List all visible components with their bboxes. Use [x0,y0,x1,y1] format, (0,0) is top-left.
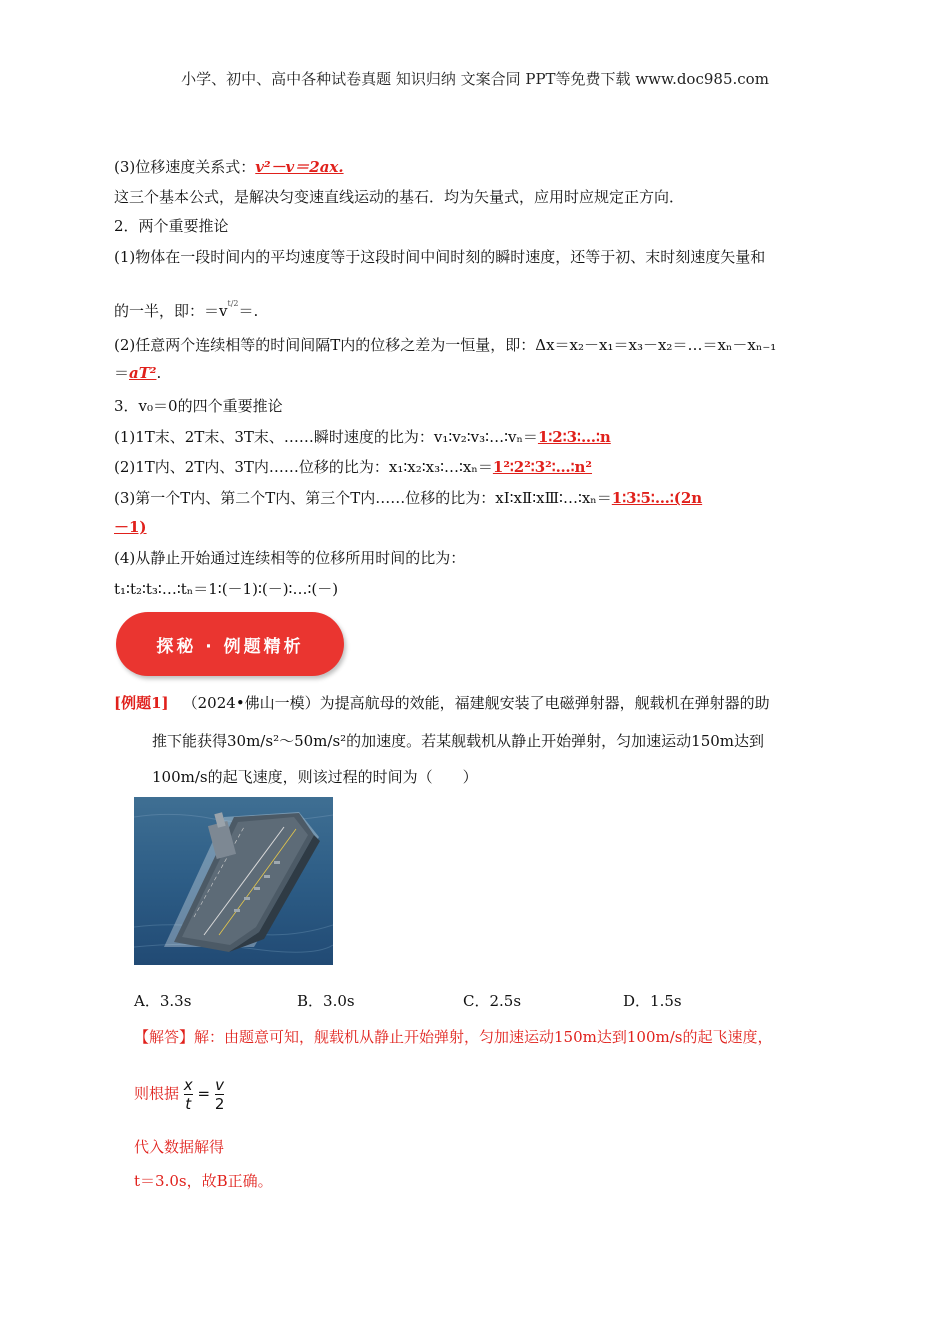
ratio-1-answer: 1∶2∶3∶…∶n [537,428,611,446]
ratio-2-answer: 1²∶2²∶3²∶…∶n² [492,458,593,476]
inference-2-line: (2)任意两个连续相等的时间间隔T内的位移之差为一恒量，即：Δx＝x₂－x₁＝x₃－x₂＝…＝xₙ－xₙ₋₁ [114,336,777,354]
example-text-1: （2024•佛山一模）为提高航母的效能，福建舰安装了电磁弹射器，舰载机在弹射器的助 [182,694,770,712]
solution-formula-line [134,1076,224,1113]
inference-1-cont: 的一半，即：$=v^{t/2}=$. [114,299,259,320]
ratio-1-text: (1)1T末、2T末、3T末、……瞬时速度的比为：v₁∶v₂∶v₃∶…∶vₙ＝ [114,428,538,446]
fraction-denominator: 2 [214,1095,225,1113]
inference-2-answer: aT² [129,364,157,382]
option-d: D．1.5s [623,992,682,1010]
section-2-heading: 2．两个重要推论 [114,217,229,235]
period: . [156,364,162,382]
inference-2-answer-line [114,362,161,383]
formula-line-3 [114,156,344,177]
option-b: B．3.0s [297,992,355,1010]
inference-1-b: ＝. [238,302,259,320]
ratio-4-line: (4)从静止开始通过连续相等的位移所用时间的比为： [114,549,466,567]
example-banner: 探秘 · 例题精析 [116,612,344,676]
example-line-3: 100m/s的起飞速度，则该过程的时间为（ ） [152,768,478,786]
fraction-numerator: x [183,1076,193,1094]
example-line-1 [114,692,770,713]
ratio-1-line [114,426,611,447]
ratio-3-text: (3)第一个T内、第二个T内、第三个T内……位移的比为：xⅠ∶xⅡ∶xⅢ∶…∶xₙ＝ [114,489,612,507]
fraction-v-over-2 [215,1076,225,1113]
page-header: 小学、初中、高中各种试卷真题 知识归纳 文案合同 PPT等免费下载 www.doc985.com [181,70,769,88]
inference-1-a: 的一半，即：＝v [114,302,228,320]
ratio-4-formula: t₁∶t₂∶t₃∶…∶tₙ＝1∶(－1)∶(－)∶…∶(－) [114,580,339,598]
ratio-2-line [114,456,592,477]
option-a: A．3.3s [134,992,192,1010]
inference-1-line: (1)物体在一段时间内的平均速度等于这段时间中间时刻的瞬时速度，还等于初、末时刻速度矢量和 [114,248,766,266]
solution-prefix: 则根据 [134,1084,180,1103]
fraction-numerator: v [215,1076,225,1094]
solution-line-1: 【解答】解：由题意可知，舰载机从静止开始弹射，匀加速运动150m达到100m/s的起飞速度， [134,1028,773,1046]
option-c: C．2.5s [463,992,522,1010]
formula-answer: v²－v＝2ax. [255,158,344,176]
solution-line-4: t＝3.0s，故B正确。 [134,1172,273,1190]
solution-line-3: 代入数据解得 [134,1138,225,1156]
ratio-2-text: (2)1T内、2T内、3T内……位移的比为：x₁∶x₂∶x₃∶…∶xₙ＝ [114,458,493,476]
aircraft-carrier-image [134,797,333,965]
fraction-denominator: t [185,1095,192,1113]
section-3-heading: 3．v₀＝0的四个重要推论 [114,397,283,415]
equals-sign: = [197,1084,211,1103]
example-tag: [例题1] [114,694,169,712]
example-line-2: 推下能获得30m/s²～50m/s²的加速度。若某舰载机从静止开始弹射，匀加速运动150m达到 [152,732,765,750]
note-line: 这三个基本公式，是解决匀变速直线运动的基石．均为矢量式，应用时应规定正方向． [114,188,685,206]
ratio-3-line [114,487,702,508]
fraction-x-over-t [184,1076,193,1113]
ratio-3-answer-cont: －1) [114,518,147,536]
formula-prefix: (3)位移速度关系式： [114,158,256,176]
ratio-3-answer: 1∶3∶5∶…∶(2n [611,489,703,507]
equals-sign: ＝ [114,364,130,382]
